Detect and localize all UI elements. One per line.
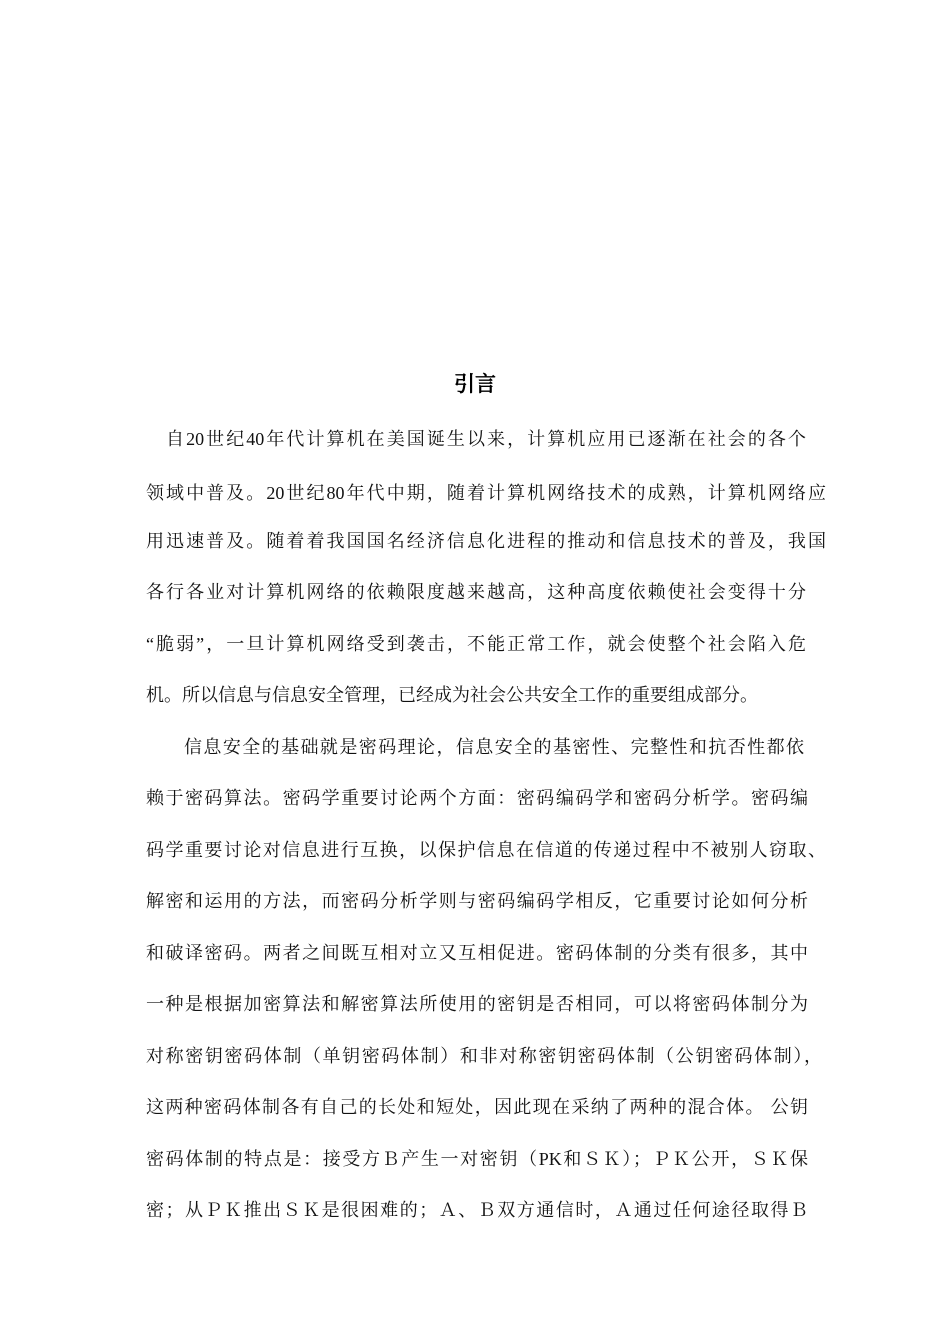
paragraph-line: 用迅速普及。随着着我国国名经济信息化进程的推动和信息技术的普及，我国 (146, 531, 826, 551)
paragraph-line: 信息安全的基础就是密码理论，信息安全的基密性、完整性和抗否性都依 (184, 737, 804, 757)
paragraph-line: 对称密钥密码体制（单钥密码体制）和非对称密钥密码体制（公钥密码体制）， (146, 1046, 822, 1066)
paragraph-line: 领域中普及。20世纪80年代中期，随着计算机网络技术的成熟，计算机网络应 (146, 483, 826, 503)
paragraph-line: 这两种密码体制各有自己的长处和短处，因此现在采纳了两种的混合体。 公钥 (146, 1097, 808, 1117)
paragraph-line: “脆弱”，一旦计算机网络受到袭击，不能正常工作，就会使整个社会陷入危 (146, 634, 806, 654)
paragraph-line: 码学重要讨论对信息进行互换，以保护信息在信道的传递过程中不被别人窃取、 (146, 840, 826, 860)
paragraph-line: 密码体制的特点是：接受方Ｂ产生一对密钥（PK和ＳＫ）；ＰＫ公开，ＳＫ保 (146, 1149, 808, 1169)
paragraph-line: 一种是根据加密算法和解密算法所使用的密钥是否相同，可以将密码体制分为 (146, 994, 808, 1014)
paragraph-line: 密；从ＰＫ推出ＳＫ是很困难的；Ａ、Ｂ双方通信时，Ａ通过任何途径取得Ｂ (146, 1200, 808, 1220)
paragraph-line: 机。所以信息与信息安全管理，已经成为社会公共安全工作的重要组成部分。 (146, 685, 758, 705)
paragraph-line: 各行各业对计算机网络的依赖限度越来越高，这种高度依赖使社会变得十分 (146, 582, 806, 602)
paragraph-line: 赖于密码算法。密码学重要讨论两个方面：密码编码学和密码分析学。密码编 (146, 788, 808, 808)
paragraph-line: 自20世纪40年代计算机在美国诞生以来，计算机应用已逐渐在社会的各个 (166, 429, 806, 449)
paragraph-line: 解密和运用的方法，而密码分析学则与密码编码学相反，它重要讨论如何分析 (146, 891, 808, 911)
page-title: 引言 (454, 372, 496, 396)
paragraph-line: 和破译密码。两者之间既互相对立又互相促进。密码体制的分类有很多，其中 (146, 943, 808, 963)
